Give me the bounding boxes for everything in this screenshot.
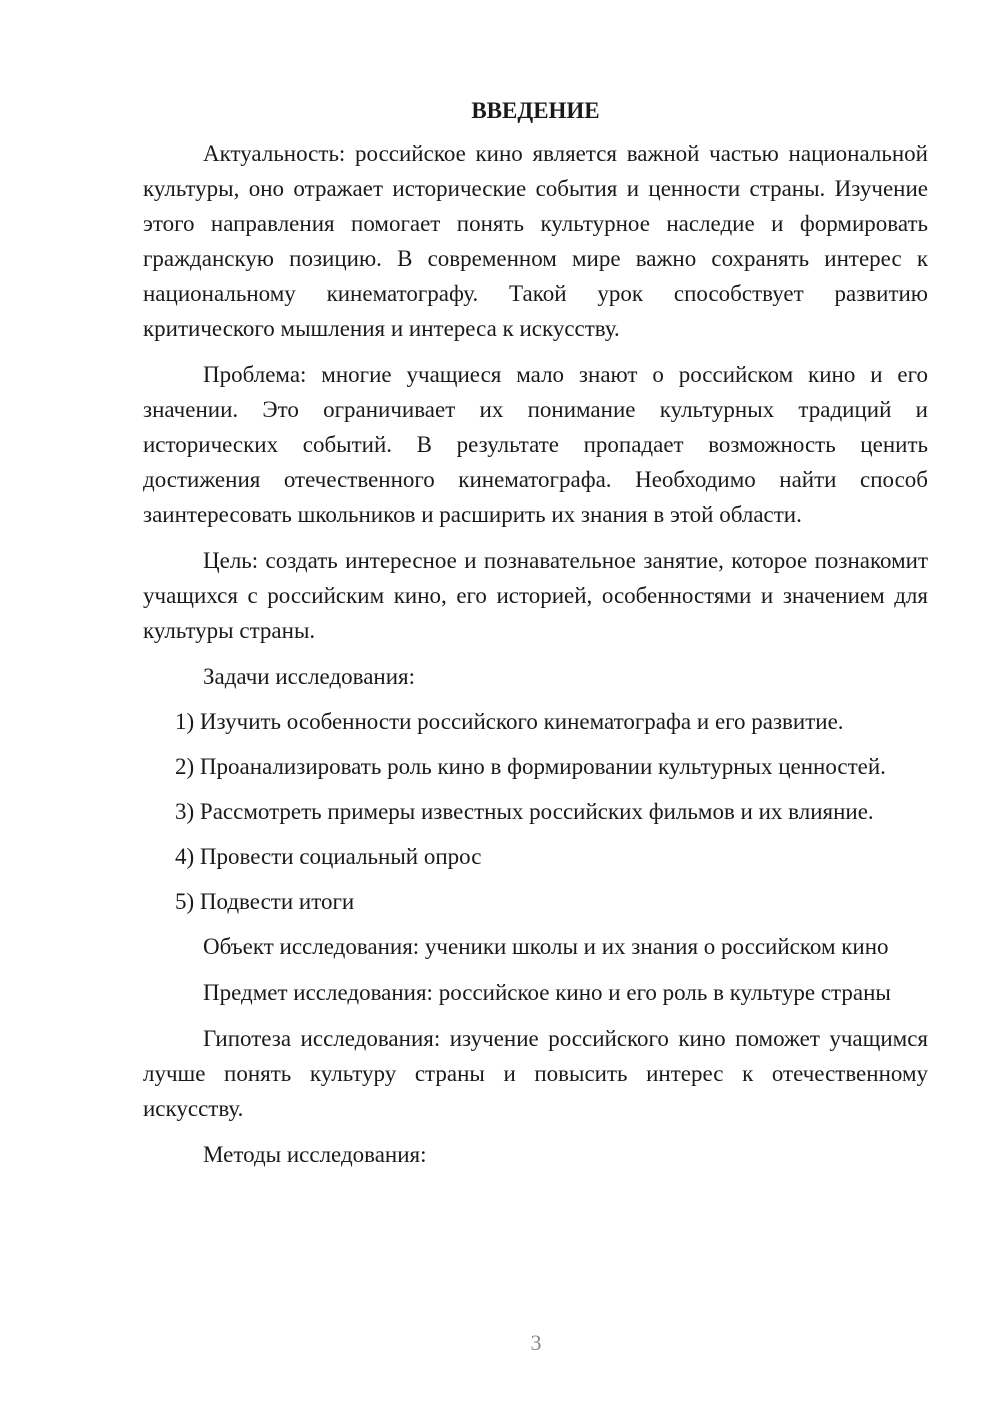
goal-paragraph: Цель: создать интересное и познавательное занятие, которое познакомит учащихся с российским кино, его историей, особенностями и значением для культуры страны.	[143, 548, 928, 643]
problem-paragraph: Проблема: многие учащиеся мало знают о российском кино и его значении. Это ограничивает их понимание культурных традиций и исторических событий. В результате пропадает возможность ценить достижения отечественного кинематографа. Необходимо найти способ заинтересовать школьников и расширить их знания в этой области.	[143, 362, 928, 527]
list-item: 4) Провести социальный опрос	[175, 844, 482, 869]
page-number: 3	[530, 1330, 542, 1355]
list-item: 3) Рассмотреть примеры известных российских фильмов и их влияние.	[175, 799, 874, 824]
tasks-list	[143, 704, 928, 919]
document-body	[143, 96, 928, 1182]
relevance-paragraph: Актуальность: российское кино является важной частью национальной культуры, оно отражает исторические события и ценности страны. Изучение этого направления помогает понять культурное наследие и формировать гражданскую позицию. В современном мире важно сохранять интерес к национальному кинематографу. Такой урок способствует развитию критического мышления и интереса к искусству.	[143, 141, 928, 341]
hypothesis-paragraph: Гипотеза исследования: изучение российского кино поможет учащимся лучше понять культуру страны и повысить интерес к отечественному искусству.	[143, 1026, 928, 1121]
methods-label: Методы исследования:	[203, 1142, 427, 1167]
list-item: 1) Изучить особенности российского кинематографа и его развитие.	[175, 709, 844, 734]
list-item: 2) Проанализировать роль кино в формировании культурных ценностей.	[175, 754, 886, 779]
object-paragraph: Объект исследования: ученики школы и их знания о российском кино	[203, 934, 889, 959]
list-item: 5) Подвести итоги	[175, 889, 355, 914]
subject-paragraph: Предмет исследования: российское кино и его роль в культуре страны	[203, 980, 891, 1005]
page-title: ВВЕДЕНИЕ	[471, 98, 600, 123]
tasks-label: Задачи исследования:	[203, 664, 416, 689]
